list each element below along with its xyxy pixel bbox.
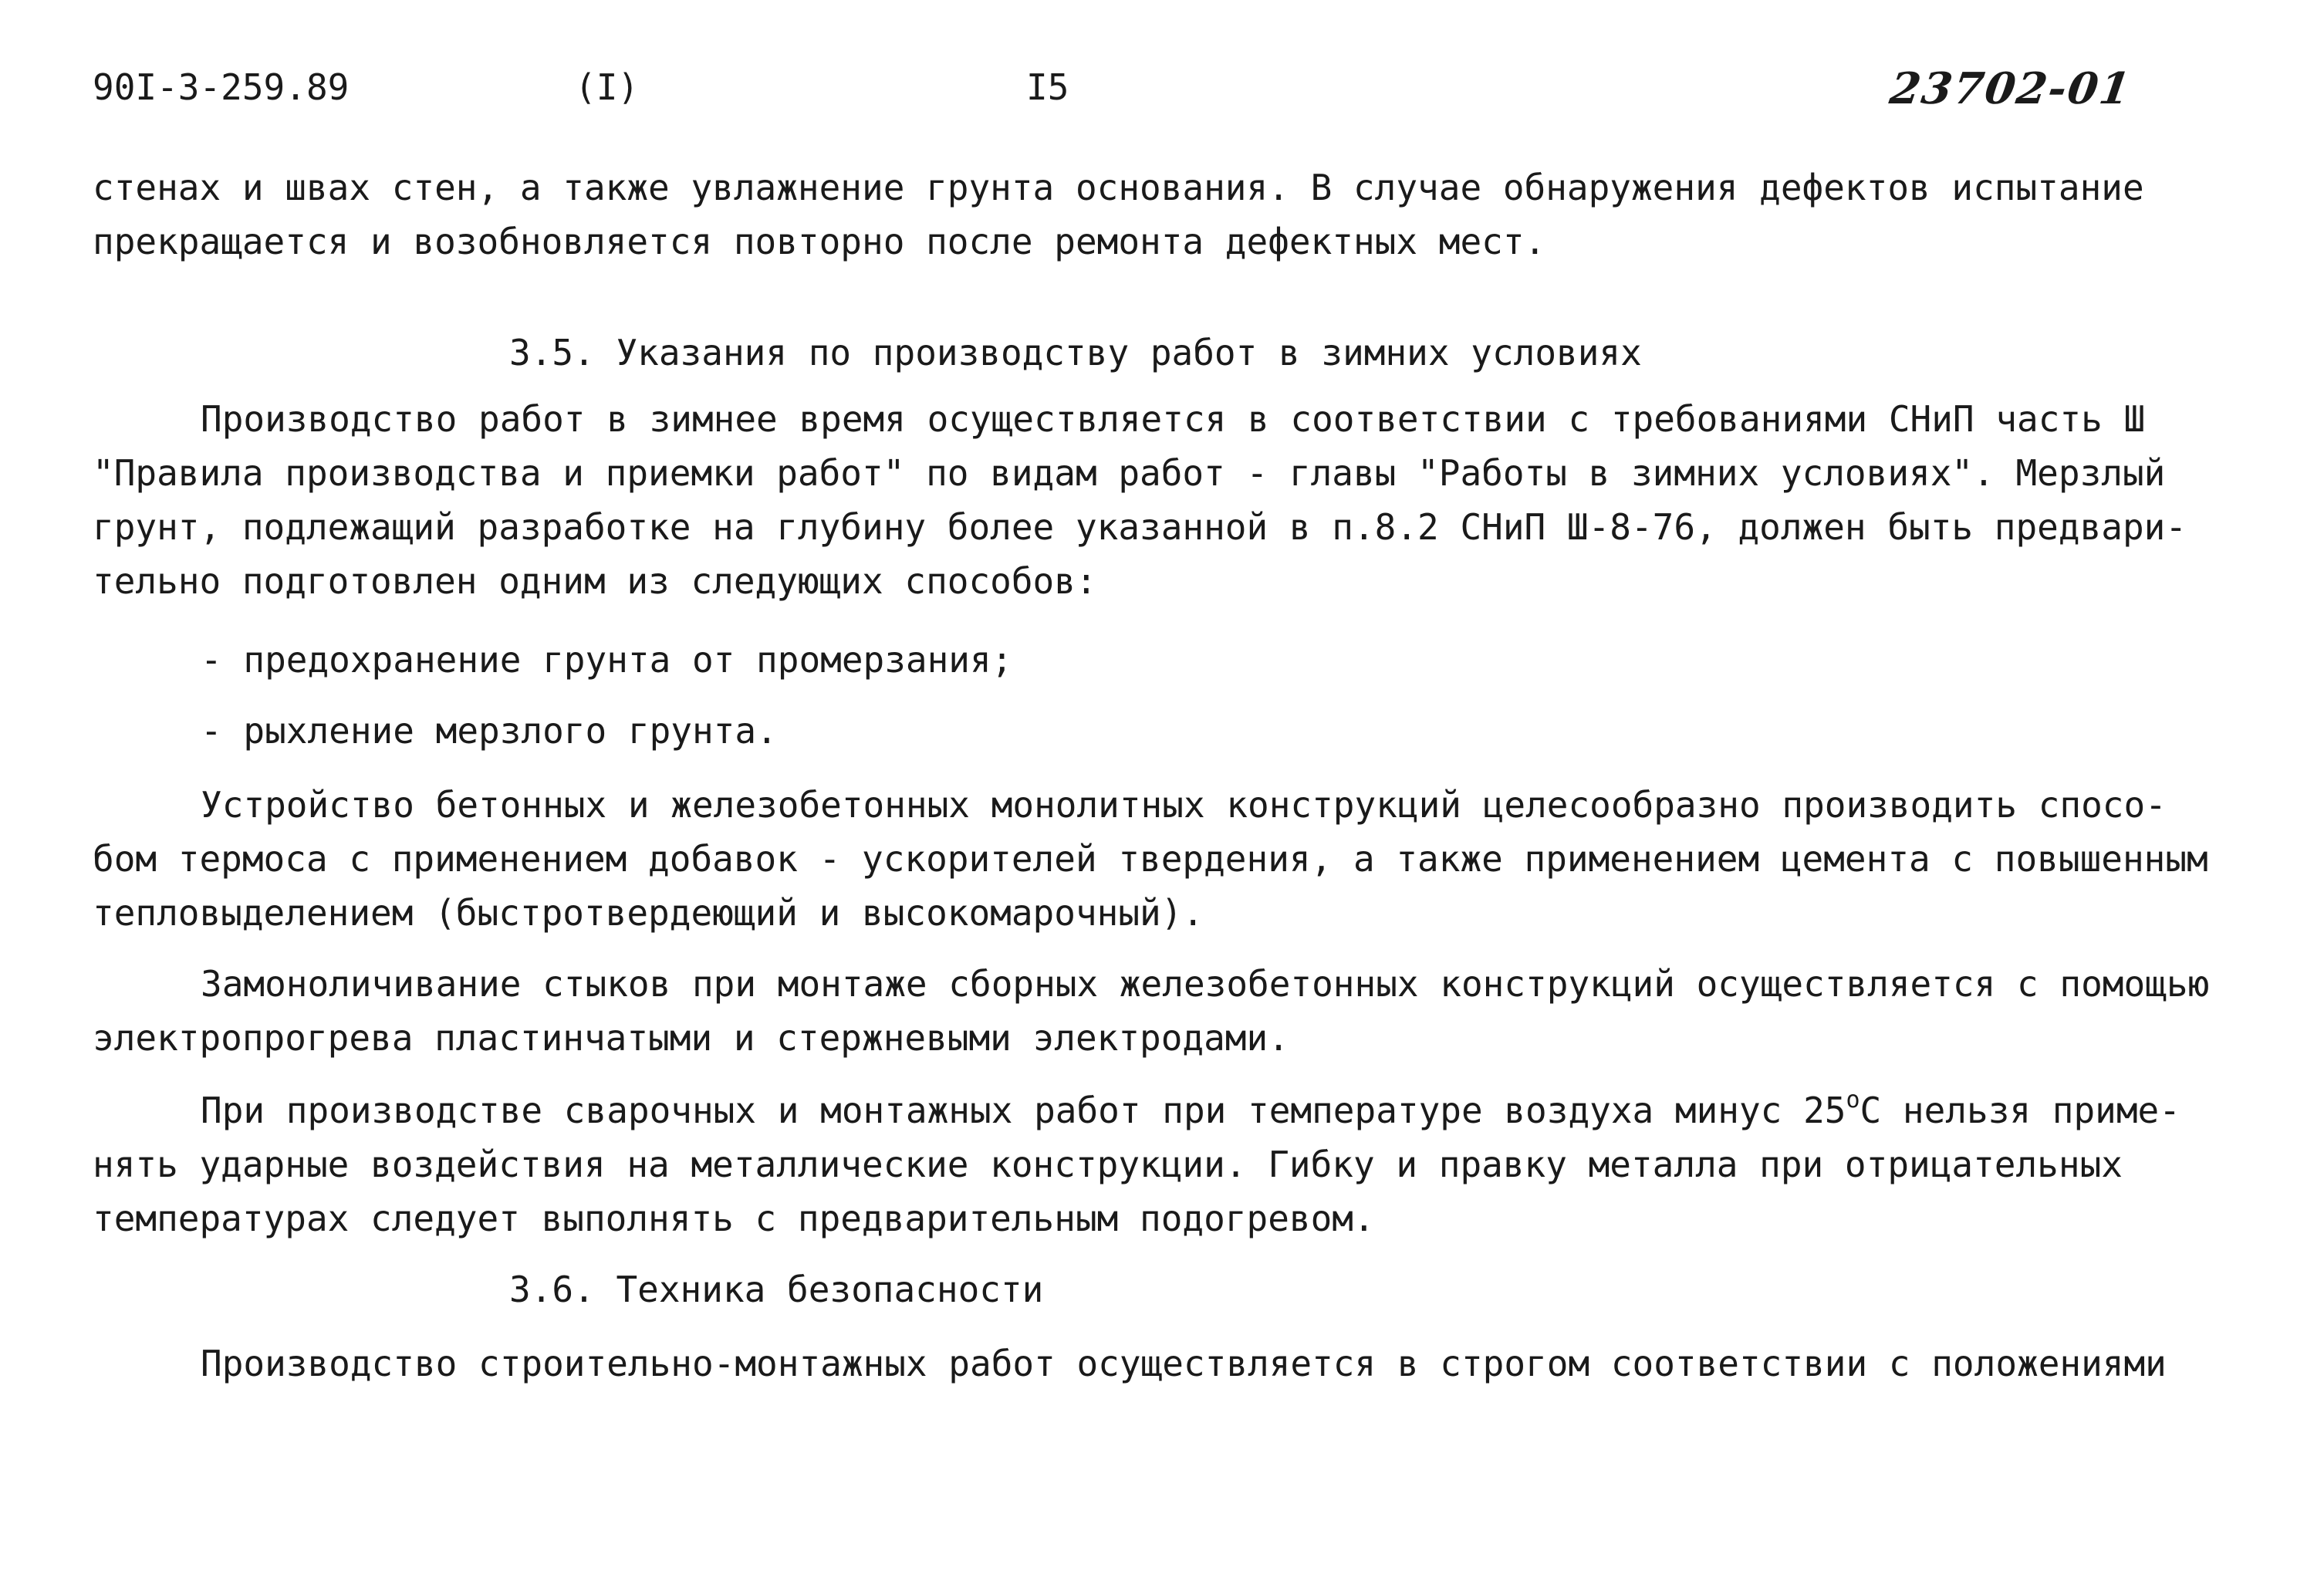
paragraph-welding [93,1083,2238,1245]
list-item: - рыхление мерзлого грунта. [201,710,778,752]
bullet-list [201,704,2324,758]
document-code: 90I-3-259.89 [93,66,350,108]
text-line: тельно подготовлен одним из следующих способов: [93,560,1097,602]
intro-paragraph [93,161,2238,269]
paragraph-winter-works [93,392,2238,608]
text-line: прекращается и возобновляется повторно после ремонта дефектных мест. [93,221,1546,262]
text-line: температурах следует выполнять с предварительным подогревом. [93,1198,1375,1239]
text-line: "Правила производства и приемки работ" по видам работ - главы "Работы в зимних условиях". Мерзлый [93,452,2166,494]
text-fragment: При производстве сварочных и монтажных работ при температуре воздуха минус 25 [201,1090,1846,1131]
text-line: бом термоса с применением добавок - ускорителей твердения, а также применением цемента с повышенным [93,838,2208,880]
list-item: - предохранение грунта от промерзания; [201,639,1013,681]
section-heading-3-5: 3.5. Указания по производству работ в зимних условиях [509,332,1642,373]
text-line [93,1083,2238,1137]
text-line: Производство работ в зимнее время осуществляется в соответствии с требованиями СНиП часть Ш [201,398,2146,440]
bullet-list [201,633,2324,687]
text-line: стенах и швах стен, а также увлажнение грунта основания. В случае обнаружения дефектов испытание [93,167,2144,208]
text-line: нять ударные воздействия на металлические конструкции. Гибку и правку металла при отрицательных [93,1144,2123,1185]
page-header [0,63,2324,120]
text-line: электропрогрева пластинчатыми и стержневыми электродами. [93,1017,1289,1059]
paragraph-concrete [93,778,2238,940]
variant-label: (I) [575,66,640,108]
text-line: Замоноличивание стыков при монтаже сборных железобетонных конструкций осуществляется с помощью [201,963,2210,1005]
page-number: I5 [1026,66,1069,108]
text-line: Устройство бетонных и железобетонных монолитных конструкций целесообразно производить спосо- [201,784,2167,826]
paragraph-safety [93,1336,2238,1391]
paragraph-joints [93,957,2238,1065]
text-line: грунт, подлежащий разработке на глубину более указанной в п.8.2 СНиП Ш-8-76, должен быть предвари- [93,506,2187,548]
text-fragment: С нельзя приме- [1860,1090,2180,1131]
text-line: тепловыделением (быстротвердеющий и высокомарочный). [93,892,1204,934]
text-line: Производство строительно-монтажных работ осуществляется в строгом соответствии с положениями [201,1343,2167,1384]
section-heading-3-6: 3.6. Техника безопасности [509,1269,1044,1310]
handwritten-inventory-number: 23702-01 [1887,63,2135,114]
degree-sign: о [1846,1086,1860,1113]
